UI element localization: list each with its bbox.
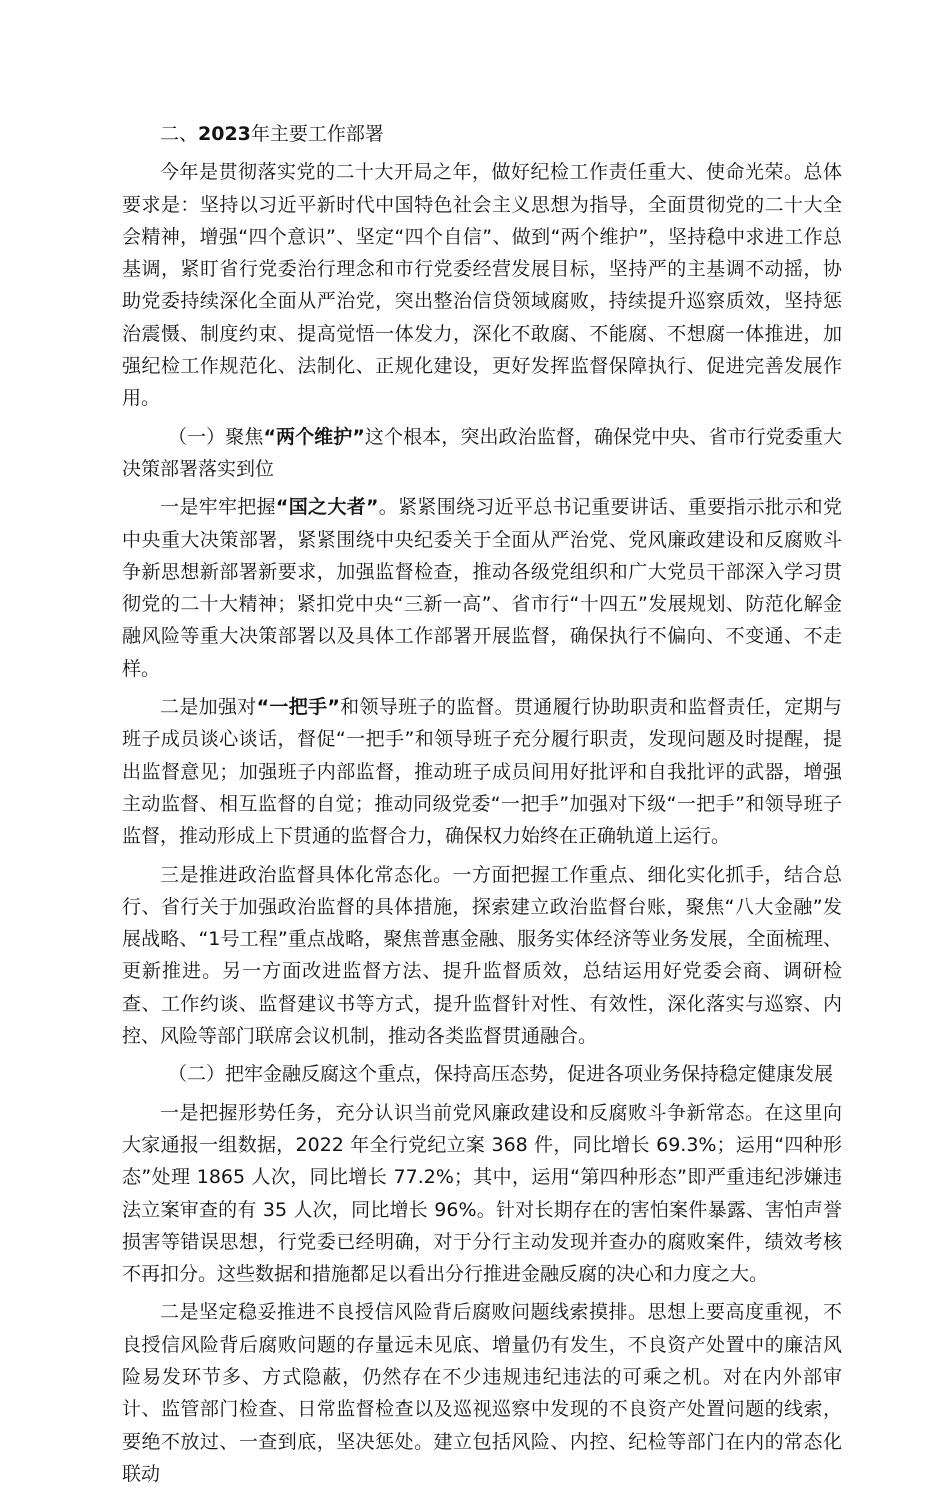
paragraph-1-3-lead: 三是推进政治监督具体化常态化。 bbox=[160, 863, 453, 886]
sub-heading-2: （二）把牢金融反腐这个重点，保持高压态势，促进各项业务保持稳定健康发展 bbox=[168, 1063, 834, 1086]
sub-heading-1-part1: （一）聚焦 bbox=[168, 425, 264, 448]
sub-heading-1-bold: “两个维护” bbox=[263, 425, 365, 448]
paragraph-1-1-bold: “国之大者” bbox=[275, 496, 379, 519]
paragraph-1-1-body: 紧紧围绕习近平总书记重要讲话、重要指示批示和党中央重大决策部署，紧紧围绕中央纪委关于全面从严治党、党风廉政建设和反腐败斗争新思想新部署新要求，加强监督检查，推动各级党组织和广大党员干部深入学习贯彻党的二十大精神；紧扣党中央“三新一高”、省市行“十四五”发展规划、防范化解金融风险等重大决策部署以及具体工作部署开展监督，确保执行不偏向、不变通、不走样。 bbox=[122, 496, 842, 680]
section-heading-rest: 年主要工作部署 bbox=[250, 123, 384, 145]
paragraph-1-3-body: 一方面把握工作重点、细化实化抓手，结合总行、省行关于加强政治监督的具体措施，探索建立政治监督台账，聚焦“八大金融”发展战略、“1号工程”重点战略，聚焦普惠金融、服务实体经济等业务发展，全面梳理、更新推进。另一方面改进监督方法、提升监督质效，总结运用好党委会商、调研检查、工作约谈、监督建议书等方式，提升监督针对性、有效性，深化落实与巡察、内控、风险等部门联席会议机制，推动各类监督贯通融合。 bbox=[122, 863, 842, 1048]
paragraph-2-2-lead: 二是坚定稳妥推进不良授信风险背后腐败问题线索摸排。 bbox=[160, 1301, 648, 1324]
paragraph-2-1-lead: 一是把握形势任务，充分认识当前党风廉政建设和反腐败斗争新常态。 bbox=[160, 1101, 765, 1124]
paragraph-1-2-body: 贯通履行协助职责和监督责任，定期与班子成员谈心谈话，督促“一把手”和领导班子充分履行职责，发现问题及时提醒，提出监督意见；加强班子内部监督，推动班子成员间用好批评和自我批评的武器，增强主动监督、相互监督的自觉；推动同级党委“一把手”加强对下级“一把手”和领导班子监督，推动形成上下贯通的监督合力，确保权力始终在正确轨道上运行。 bbox=[122, 696, 842, 848]
document-page bbox=[122, 118, 842, 1496]
section-heading bbox=[122, 118, 842, 150]
paragraph-1-1-lead: 一是牢牢把握 bbox=[160, 496, 276, 519]
paragraph-1-3 bbox=[122, 859, 842, 1053]
paragraph-2-1 bbox=[122, 1097, 842, 1291]
paragraph-1-2 bbox=[122, 691, 842, 852]
paragraph-1-1 bbox=[122, 491, 842, 685]
paragraph-1-2-lead-end: 和领导班子的监督。 bbox=[339, 696, 514, 719]
paragraph-1-2-lead: 二是加强对 bbox=[160, 696, 257, 719]
section-heading-prefix: 二、 bbox=[160, 123, 199, 145]
paragraph-1-1-lead-end: 。 bbox=[378, 496, 399, 519]
paragraph-2-2-body: 思想上要高度重视，不良授信风险背后腐败问题的存量远未见底、增量仍有发生，不良资产处置中的廉洁风险易发环节多、方式隐蔽，仍然存在不少违规违纪违法的可乘之机。对在内外部审计、监管部门检查、日常监督检查以及巡视巡察中发现的不良资产处置问题的线索，要绝不放过、一查到底，坚决惩处。建立包括风险、内控、纪检等部门在内的常态化联动 bbox=[122, 1301, 842, 1485]
intro-paragraph: 今年是贯彻落实党的二十大开局之年，做好纪检工作责任重大、使命光荣。总体要求是：坚持以习近平新时代中国特色社会主义思想为指导，全面贯彻党的二十大全会精神，增强“四个意识”、坚定“四个自信”、做到“两个维护”，坚持稳中求进工作总基调，紧盯省行党委治行理念和市行党委经营发展目标，坚持严的主基调不动摇，协助党委持续深化全面从严治党，突出整治信贷领域腐败，持续提升巡察质效，坚持惩治震慑、制度约束、提高觉悟一体发力，深化不敢腐、不能腐、不想腐一体推进，加强纪检工作规范化、法制化、正规化建设，更好发挥监督保障执行、促进完善发展作用。 bbox=[122, 161, 842, 410]
paragraph-2-2 bbox=[122, 1296, 842, 1490]
sub-heading-1 bbox=[122, 421, 842, 486]
section-heading-year: 2023 bbox=[198, 123, 251, 145]
paragraph-2-1-body: 在这里向大家通报一组数据，2022 年全行党纪立案 368 件，同比增长 69.3%；运用“四种形态”处理 1865 人次，同比增长 77.2%；其中，运用“第四种形态”即严重违纪涉嫌违法立案审查的有 35 人次，同比增长 96%。针对长期存在的害怕案件暴露、害怕声誉损害等错误思想，行党委已经明确，对于分行主动发现并查办的腐败案件，绩效考核不再扣分。这些数据和措施都足以看出分行推进金融反腐的决心和力度之大。 bbox=[122, 1101, 842, 1286]
sub-heading-1-part2: 这个根本，突出政治监督，确保党中央、省市行党委重大决策部署落实到位 bbox=[122, 425, 842, 480]
paragraph-1-2-bold: “一把手” bbox=[256, 696, 340, 719]
